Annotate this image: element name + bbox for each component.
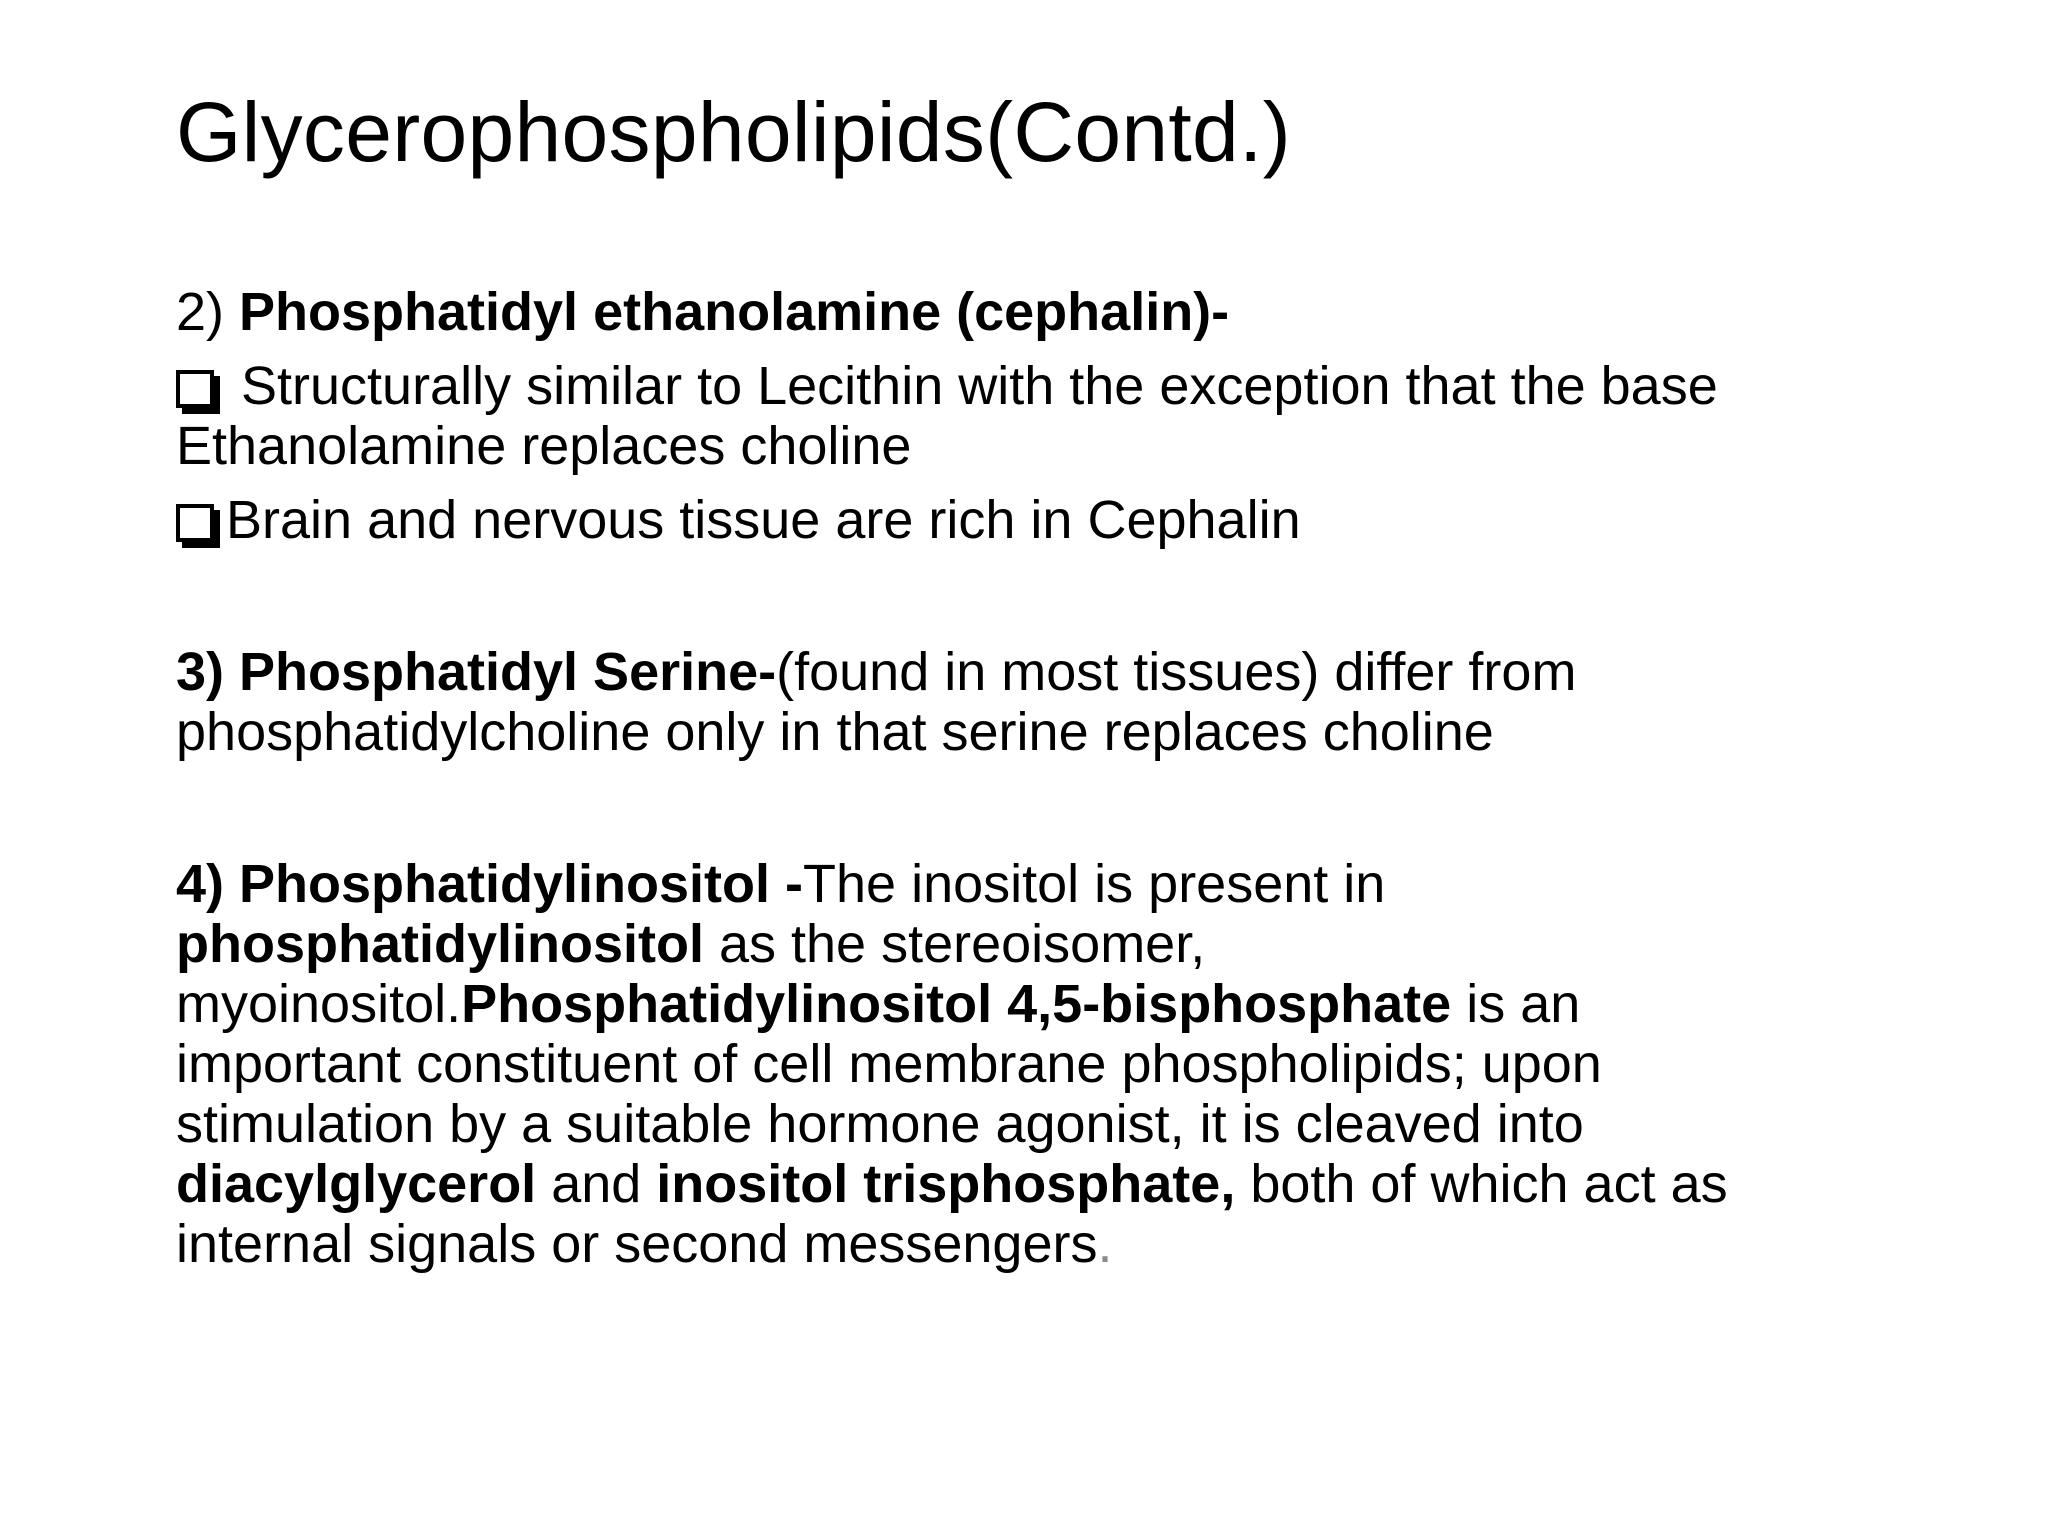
section-2-bullet-2: [176, 490, 1976, 550]
slide-title: Glycerophospholipids(Contd.): [176, 85, 1291, 179]
section-4-line-3-rest: is an: [1451, 974, 1581, 1034]
section-4-period: .: [1097, 1214, 1113, 1274]
section-4-line-3-bold: Phosphatidylinositol 4,5-bisphosphate: [461, 974, 1452, 1034]
section-2-title: Phosphatidyl ethanolamine (cephalin)-: [239, 282, 1230, 342]
section-3-heading: 3) Phosphatidyl Serine-: [176, 642, 777, 702]
section-2-number: 2): [176, 282, 240, 342]
section-3-line-2: phosphatidylcholine only in that serine replaces choline: [176, 702, 1494, 762]
section-2-heading: [176, 282, 1976, 342]
section-2-bullet-1: [176, 356, 1976, 476]
bullet-1-line-2: Ethanolamine replaces choline: [176, 416, 912, 476]
section-4-line-4: important constituent of cell membrane phospholipids; upon: [176, 1034, 1602, 1094]
section-4: [176, 854, 1976, 1274]
section-4-line-6-bold-1: diacylglycerol: [176, 1154, 537, 1214]
bullet-1-line-1: Structurally similar to Lecithin with the exception that the base: [226, 356, 1718, 416]
section-4-line-6-rest: both of which act as: [1235, 1154, 1728, 1214]
bullet-2-text: Brain and nervous tissue are rich in Cephalin: [226, 490, 1301, 550]
checkbox-bullet-icon: [176, 504, 214, 542]
section-4-heading: 4) Phosphatidylinositol -: [176, 854, 804, 914]
section-4-line-7: internal signals or second messengers: [176, 1214, 1098, 1274]
section-4-line-3-start: myoinositol.: [176, 974, 462, 1034]
checkbox-bullet-icon: [176, 370, 214, 408]
section-4-line-5: stimulation by a suitable hormone agonist, it is cleaved into: [176, 1094, 1584, 1154]
section-4-line-2: as the stereoisomer,: [703, 914, 1206, 974]
section-3-line-1: (found in most tissues) differ from: [776, 642, 1577, 702]
slide-body: [176, 282, 1976, 1274]
section-4-line-6-bold-2: inositol trisphosphate,: [656, 1154, 1236, 1214]
section-4-line-6-mid: and: [536, 1154, 657, 1214]
section-4-line-2-bold: phosphatidylinositol: [176, 914, 704, 974]
section-3: [176, 642, 1976, 762]
section-4-line-1: The inositol is present in: [803, 854, 1386, 914]
